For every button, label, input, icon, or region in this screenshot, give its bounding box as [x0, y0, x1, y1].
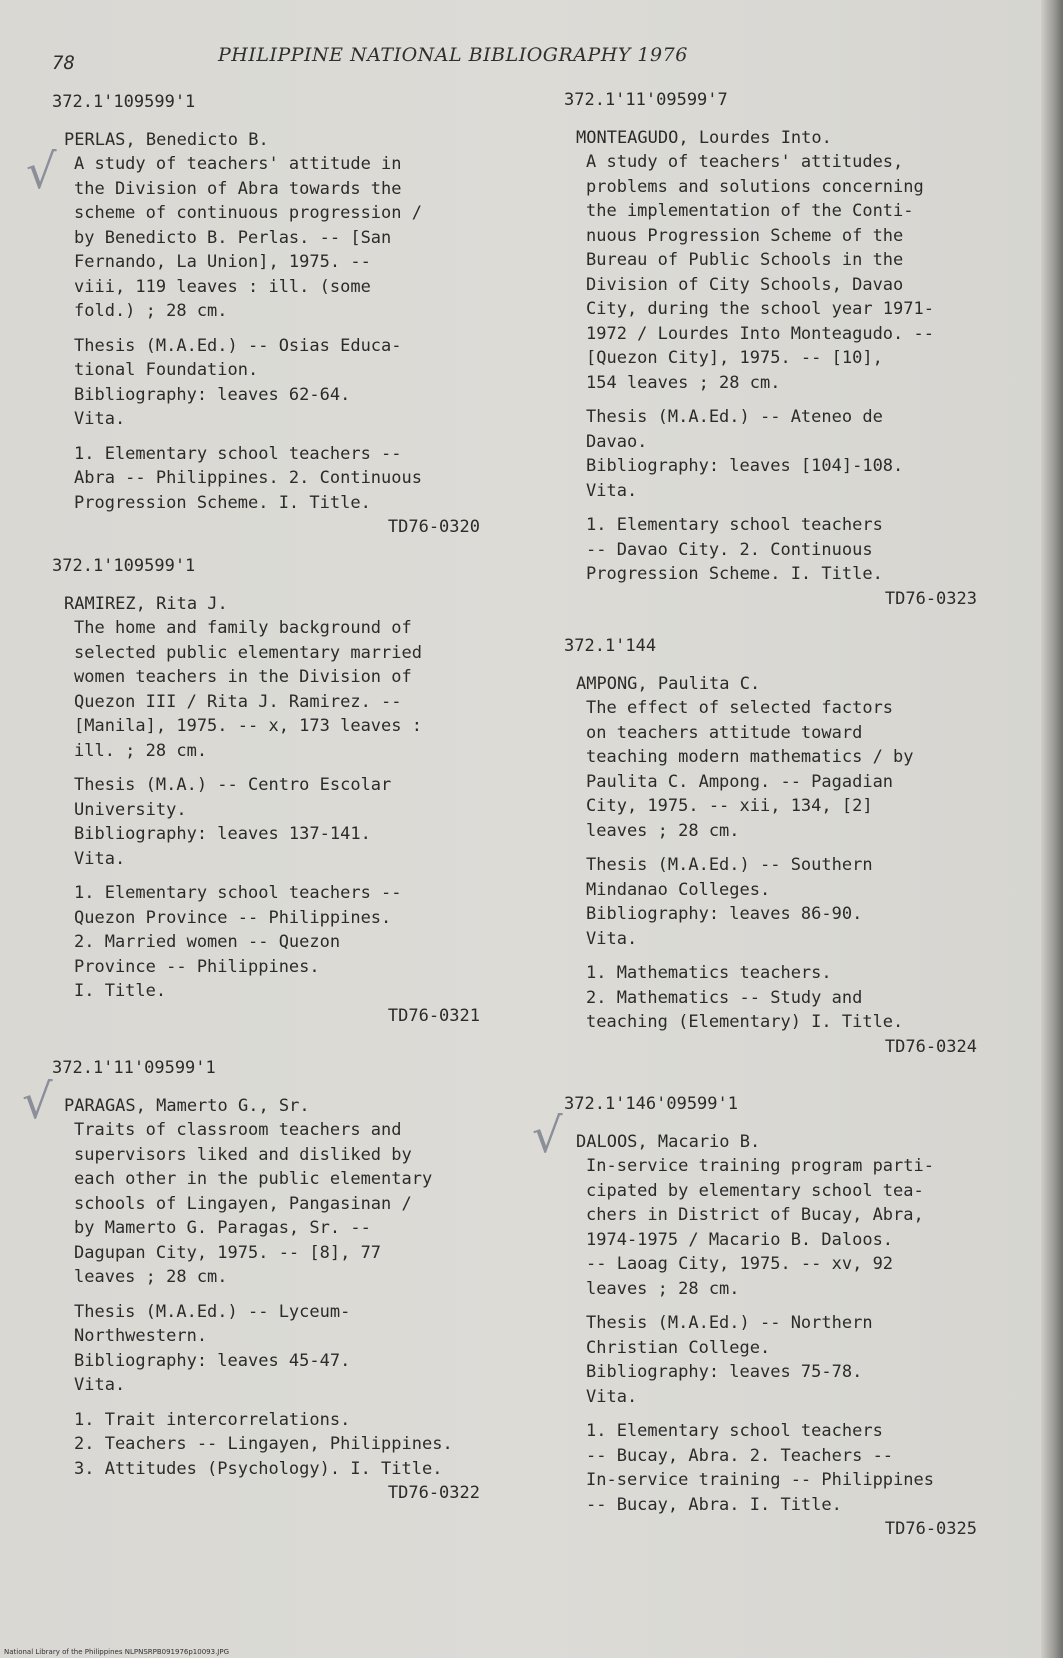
entry-subjects: 1. Mathematics teachers. 2. Mathematics -- Study and teaching (Elementary) I. Title. [586, 963, 904, 1032]
catalog-entry [48, 1056, 518, 1505]
call-number: 372.1'11'09599'1 [52, 1058, 216, 1078]
page-header [0, 38, 1040, 74]
record-id: TD76-0320 [387, 517, 480, 537]
entry-author: PARAGAS, Mamerto G., Sr. [64, 1096, 310, 1116]
checkmark-icon: √ [22, 1074, 53, 1130]
entry-author: DALOOS, Macario B. [576, 1132, 761, 1152]
entry-subjects: 1. Elementary school teachers -- Bucay, Abra. 2. Teachers -- In-service training -- Philippines -- Bucay, Abra. I. Title. [586, 1421, 934, 1515]
entry-subjects: 1. Trait intercorrelations. 2. Teachers -- Lingayen, Philippines. 3. Attitudes (Psychology). I. Title. [74, 1409, 453, 1479]
left-column [48, 90, 518, 1505]
checkmark-icon: √ [26, 144, 57, 200]
page-edge-shadow [1041, 0, 1063, 1658]
entry-notes: Thesis (M.A.) -- Centro Escolar University. Bibliography: leaves 137-141. Vita. [74, 775, 392, 869]
entry-description: A study of teachers' attitude in the Division of Abra towards the scheme of continuous progression / by Benedicto B. Perlas. -- [San Fernando, La Union], 1975. -- viii, 119 leaves : ill. (some fold.) ; 28 cm. [74, 154, 422, 321]
entry-notes: Thesis (M.A.Ed.) -- Ateneo de Davao. Bibliography: leaves [104]-108. Vita. [586, 407, 904, 501]
entry-subjects: 1. Elementary school teachers -- Abra -- Philippines. 2. Continuous Progression Scheme. I. Title. [74, 443, 422, 513]
page-number: 78 [52, 52, 75, 74]
entry-author: AMPONG, Paulita C. [576, 674, 761, 694]
catalog-entry [560, 1092, 1015, 1541]
call-number: 372.1'11'09599'7 [564, 90, 728, 110]
entry-subjects: 1. Elementary school teachers -- Davao City. 2. Continuous Progression Scheme. I. Title. [586, 515, 883, 584]
entry-description: A study of teachers' attitudes, problems and solutions concerning the implementation of the Conti- nuous Progression Scheme of the Bureau of Public Schools in the Division of City Schools, Davao City, during the school year 1971- 1972 / Lourdes Into Monteagudo. -- [Quezon City], 1975. -- [10], 154 leaves ; 28 cm. [586, 152, 934, 393]
entry-description: The effect of selected factors on teachers attitude toward teaching modern mathematics / by Paulita C. Ampong. -- Pagadian City, 1975. -- xii, 134, [2] leaves ; 28 cm. [586, 698, 914, 841]
record-id: TD76-0323 [884, 588, 977, 609]
record-id: TD76-0322 [387, 1483, 480, 1503]
entry-author: MONTEAGUDO, Lourdes Into. [576, 128, 832, 148]
entry-notes: Thesis (M.A.Ed.) -- Osias Educa- tional Foundation. Bibliography: leaves 62-64. Vita. [74, 335, 402, 429]
call-number: 372.1'146'09599'1 [564, 1094, 738, 1114]
catalog-entry [48, 554, 518, 1056]
call-number: 372.1'109599'1 [52, 92, 196, 112]
entry-description: In-service training program parti- cipated by elementary school tea- chers in District of Bucay, Abra, 1974-1975 / Macario B. Daloos. -- Laoag City, 1975. -- xv, 92 leaves ; 28 cm. [586, 1156, 934, 1299]
bibliography-title: PHILIPPINE NATIONAL BIBLIOGRAPHY 1976 [218, 44, 688, 66]
entry-author: RAMIREZ, Rita J. [64, 594, 228, 614]
catalog-entry [48, 90, 518, 537]
catalog-entry [560, 634, 1015, 1092]
entry-subjects: 1. Elementary school teachers -- Quezon Province -- Philippines. 2. Married women -- Quezon Province -- Philippines. I. Title. [74, 883, 402, 1001]
checkmark-icon: √ [532, 1108, 563, 1164]
call-number: 372.1'144 [564, 636, 657, 656]
entry-description: The home and family background of selected public elementary married women teachers in the Division of Quezon III / Rita J. Ramirez. -- [Manila], 1975. -- x, 173 leaves : ill. ; 28 cm. [74, 618, 422, 761]
record-id: TD76-0325 [884, 1519, 977, 1539]
call-number: 372.1'109599'1 [52, 556, 196, 576]
right-column [560, 88, 1015, 1541]
entry-description: Traits of classroom teachers and supervisors liked and disliked by each other in the public elementary schools of Lingayen, Pangasinan / by Mamerto G. Paragas, Sr. -- Dagupan City, 1975. -- [8], 77 leaves ; 28 cm. [74, 1120, 433, 1287]
entry-author: PERLAS, Benedicto B. [64, 130, 269, 150]
entry-notes: Thesis (M.A.Ed.) -- Northern Christian College. Bibliography: leaves 75-78. Vita. [586, 1313, 873, 1407]
record-id: TD76-0324 [884, 1036, 977, 1057]
record-id: TD76-0321 [387, 1005, 480, 1026]
scan-footer: National Library of the Philippines NLPNSRPB091976p10093.JPG [4, 1648, 230, 1656]
entry-notes: Thesis (M.A.Ed.) -- Southern Mindanao Colleges. Bibliography: leaves 86-90. Vita. [586, 855, 873, 949]
entry-notes: Thesis (M.A.Ed.) -- Lyceum- Northwestern. Bibliography: leaves 45-47. Vita. [74, 1301, 351, 1395]
catalog-entry [560, 88, 1015, 634]
